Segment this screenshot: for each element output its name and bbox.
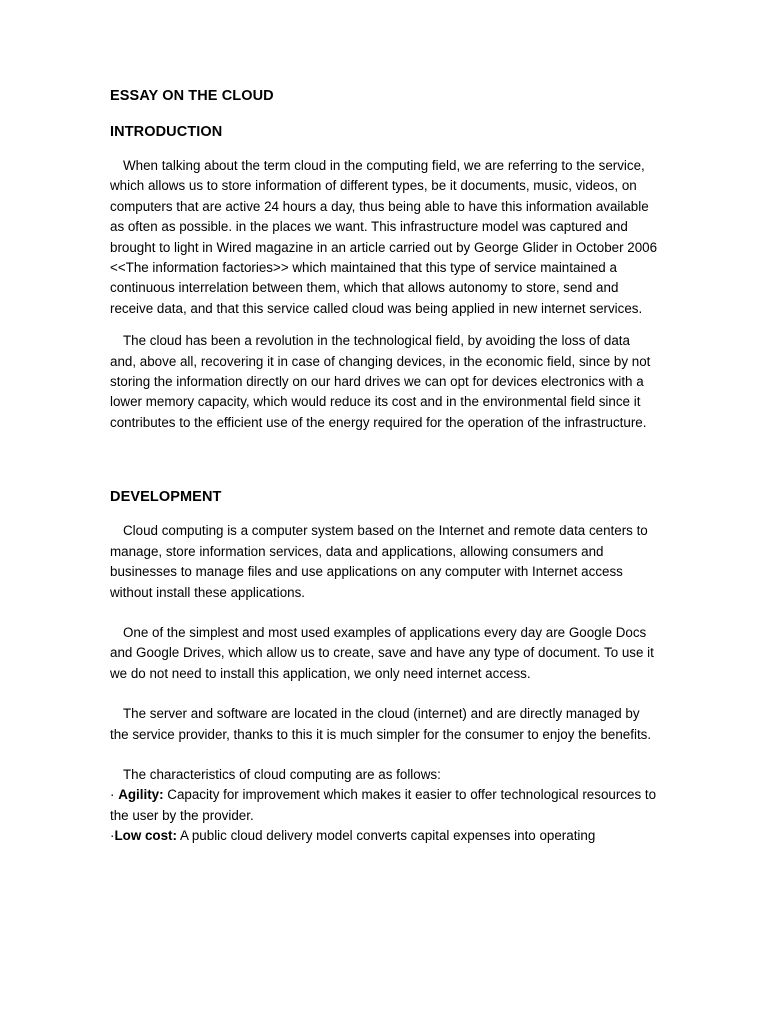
document-title: ESSAY ON THE CLOUD [110, 88, 274, 104]
list-description: A public cloud delivery model converts capital expenses into operating [176, 828, 596, 844]
intro-paragraph-1: When talking about the term cloud in the computing field, we are referring to the service, which allows us to store information of different types, be it documents, music, videos, on computers that are active 24 hours a day, thus being able to have this information available as often as possible. in the places we want. This infrastructure model was captured and brought to light in Wired magazine in an article carried out by George Glider in October 2006 <<The information factories>> which maintained that this type of service maintained a continuous interrelation between them, which that allows autonomy to store, send and receive data, and that this service called cloud was being applied in new internet services. [110, 158, 658, 316]
list-bullet: · [110, 828, 115, 844]
section-heading-development: DEVELOPMENT [110, 489, 222, 506]
list-description: Capacity for improvement which makes it easier to offer technological resources to the user by the provider. [110, 787, 657, 823]
section-spacer [110, 445, 658, 487]
section-heading-introduction: INTRODUCTION [110, 124, 223, 140]
list-term: Agility: [118, 787, 164, 803]
development-paragraph-1: Cloud computing is a computer system based on the Internet and remote data centers to manage, store information services, data and applications, allowing consumers and businesses to manage files and use applications on any computer with Internet access without install these applications. [110, 523, 648, 600]
list-bullet: · [110, 787, 119, 803]
document-body [110, 86, 658, 847]
development-paragraph-2: One of the simplest and most used examples of applications every day are Google Docs and Google Drives, which allow us to create, save and have any type of document. To use it we do not need to install this application, we only need internet access. [110, 624, 654, 681]
intro-paragraph-2: The cloud has been a revolution in the technological field, by avoiding the loss of data and, above all, recovering it in case of changing devices, in the economic field, since by not storing the information directly on our hard drives we can opt for devices electronics with a lower memory capacity, which would reduce its cost and in the environmental field since it contributes to the efficient use of the energy required for the operation of the infrastructure. [110, 333, 651, 430]
characteristics-intro: The characteristics of cloud computing are as follows: [123, 766, 441, 782]
list-term: Low cost: [114, 828, 177, 844]
list-item [110, 826, 658, 846]
list-item [110, 785, 658, 826]
development-paragraph-3: The server and software are located in the cloud (internet) and are directly managed by the service provider, thanks to this it is much simpler for the consumer to enjoy the benefits. [110, 706, 652, 742]
